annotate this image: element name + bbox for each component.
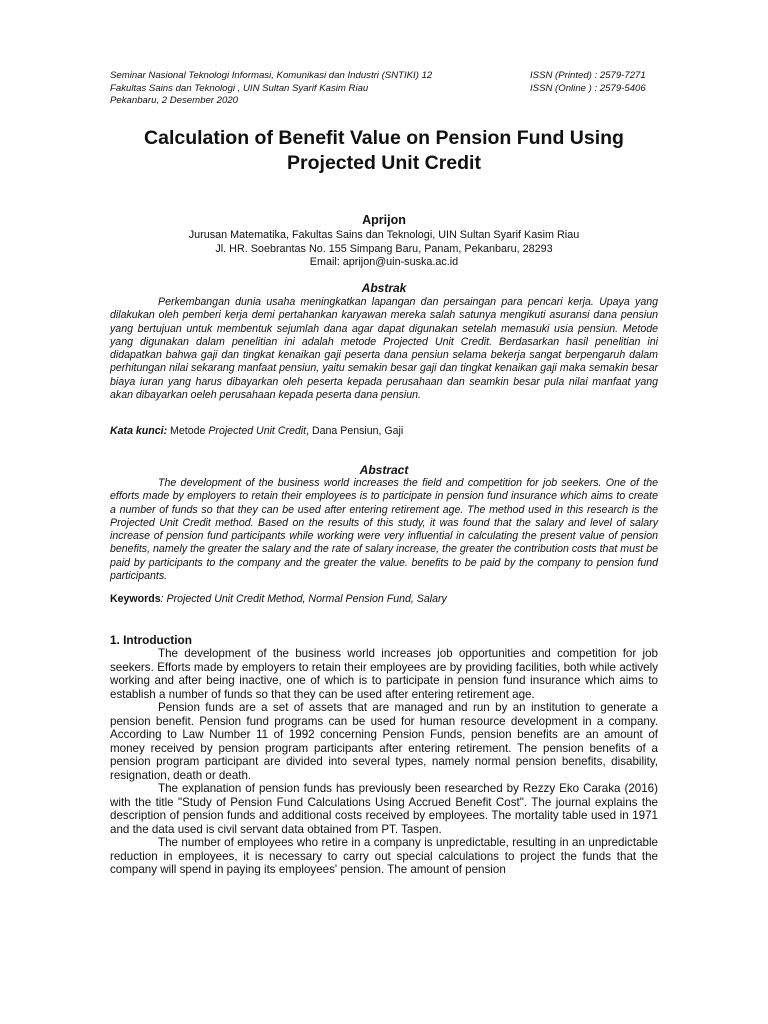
abstrak-text: Perkembangan dunia usaha meningkatkan lapangan dan persaingan para pencari kerja. Upaya yang dilakukan oleh pemberi kerja demi pertahankan karyawan mereka salah satunya mengikuti asuransi dana pensiun yang bertujuan untuk membentuk sejumlah dana agar dapat digunakan setelah memasuki usia pensiun. Metode yang digunakan dalam penelitian ini adalah metode Projected Unit Credit. Berdasarkan hasil penelitian ini didapatkan bahwa gaji dan tingkat kenaikan gaji peserta dana pensiun selama bekerja sangat berpengaruh dalam perhitungan nilai sekarang manfaat pensiun, yaitu semakin besar gaji dan tingkat kenaikan gaji maka semakin besar biaya iuran yang harus dibayarkan oleh peserta kepada perusahaan dan seamkin besar pula nilai manfaat yang akan dibayarkan oeleh perusahaan kepada peserta dana pensiun. (110, 296, 658, 402)
title-line-2: Projected Unit Credit (287, 152, 481, 174)
kata-kunci-italic: Projected Unit Credit (208, 425, 307, 437)
kata-kunci-text-2: , Dana Pensiun, Gaji (306, 425, 404, 437)
intro-paragraph-1: The development of the business world increases job opportunities and competition for job seekers. Efforts made by employers to retain their employees are by providing facilities, both while actively working and after being inactive, one of which is to participate in pension fund insurance which aims to establish a number of funds so that they can be used after entering retirement age. (110, 647, 658, 701)
abstrak-heading: Abstrak (361, 281, 407, 295)
keywords-label: Keywords (110, 593, 161, 605)
issn-online: ISSN (Online ) : 2579-5406 (530, 82, 646, 94)
intro-paragraph-4: The number of employees who retire in a company is unpredictable, resulting in an unpredictable reduction in employees, it is necessary to carry out special calculations to project the funds that the company will spend in paying its employees' pension. The amount of pension (110, 836, 658, 876)
intro-paragraph-3: The explanation of pension funds has previously been researched by Rezzy Eko Caraka (2016) with the title "Study of Pension Fund Calculations Using Accrued Benefit Cost". The journal explains the description of pension funds and additional costs received by employees. The mortality table used in 1971 and the data used is civil servant data obtained from PT. Taspen. (110, 782, 658, 836)
header-row-2 (110, 83, 658, 96)
kata-kunci-label: Kata kunci: (110, 425, 168, 437)
intro-paragraph-2: Pension funds are a set of assets that are managed and run by an institution to generate a pension benefit. Pension fund programs can be used for human resource development in a company. According to Law Number 11 of 1992 concerning Pension Funds, pension benefits are an amount of money received by pension program participants after entering retirement. The pension benefits of a pension program participant are divided into several types, namely normal pension benefits, disability, resignation, death or death. (110, 701, 658, 782)
header-row-1 (110, 70, 658, 83)
keywords-text: : Projected Unit Credit Method, Normal Pension Fund, Salary (160, 593, 447, 605)
keywords (110, 593, 658, 605)
title-line-1: Calculation of Benefit Value on Pension Fund Using (144, 127, 624, 149)
conference-name: Seminar Nasional Teknologi Informasi, Komunikasi dan Industri (SNTIKI) 12 (110, 70, 433, 81)
abstract-text: The development of the business world increases the field and competition for job seekers. One of the efforts made by employers to retain their employees is to participate in pension fund insurance which aims to create a number of funds so that they can be used after entering retirement age. The method used in this research is the Projected Unit Credit method. Based on the results of this study, it was found that the salary and level of salary increase of pension fund participants while working were very influential in calculating the present value of pension benefits, namely the greater the salary and the rate of salary increase, the greater the contribution costs that must be paid by participants to the company and the greater the value. benefits to be paid by the company to pension fund participants. (110, 477, 658, 583)
affiliation-line-2: Jl. HR. Soebrantas No. 155 Simpang Baru, Panam, Pekanbaru, 28293 (215, 242, 553, 255)
affiliation-line-1: Jurusan Matematika, Fakultas Sains dan Teknologi, UIN Sultan Syarif Kasim Riau (188, 229, 580, 241)
author-affiliation (100, 229, 668, 270)
conference-date: Pekanbaru, 2 Desember 2020 (110, 95, 238, 106)
abstract-heading: Abstract (359, 463, 409, 477)
paper-title (100, 126, 668, 176)
header-row-3 (110, 95, 658, 108)
author-name: Aprijon (362, 213, 406, 227)
page-header (110, 70, 658, 108)
kata-kunci-text-1: Metode (167, 425, 209, 437)
author-email: Email: aprijon@uin-suska.ac.id (309, 256, 459, 268)
faculty-name: Fakultas Sains dan Teknologi , UIN Sultan Syarif Kasim Riau (110, 82, 369, 94)
kata-kunci (110, 425, 658, 437)
introduction-body (110, 647, 658, 877)
issn-printed: ISSN (Printed) : 2579-7271 (530, 70, 646, 81)
introduction-heading: 1. Introduction (110, 633, 192, 647)
